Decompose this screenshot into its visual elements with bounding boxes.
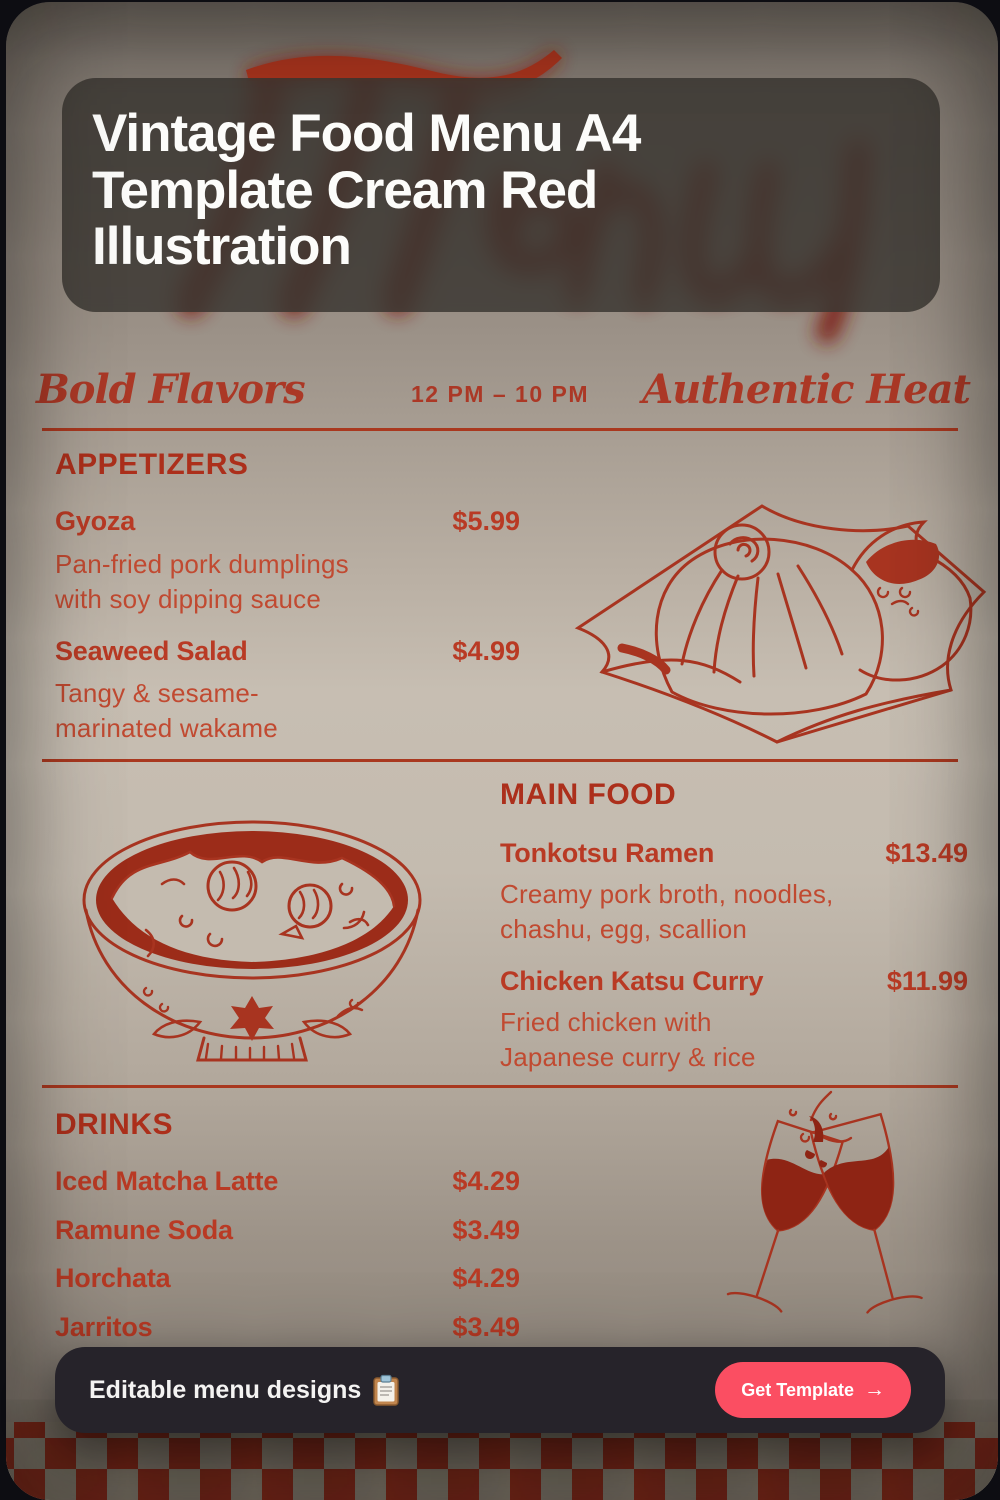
tagline-right: Authentic Heat <box>642 366 970 413</box>
get-template-label: Get Template <box>741 1379 854 1400</box>
cta-bar <box>55 1347 945 1433</box>
item-description <box>500 1005 756 1075</box>
ramen-bowl-illustration <box>42 788 462 1088</box>
cta-label-text: Editable menu designs <box>89 1375 362 1404</box>
item-price: $5.99 <box>452 506 520 536</box>
desc-line: Pan-fried pork dumplings <box>55 549 349 579</box>
item-description <box>500 877 833 947</box>
section-title-drinks: DRINKS <box>55 1108 174 1141</box>
item-price: $13.49 <box>885 838 968 868</box>
get-template-button[interactable] <box>715 1362 911 1418</box>
item-price: $3.49 <box>452 1215 520 1245</box>
menu-item <box>500 838 968 869</box>
desc-line: Creamy pork broth, noodles, <box>500 879 834 909</box>
desc-line: Tangy & sesame- <box>55 678 259 708</box>
menu-item <box>55 1215 520 1246</box>
tagline-left: Bold Flavors <box>36 366 305 413</box>
menu-item <box>55 1166 520 1197</box>
item-name: Gyoza <box>55 506 136 536</box>
clipboard-icon <box>373 1374 399 1406</box>
desc-line: with soy dipping sauce <box>55 584 321 614</box>
item-price: $3.49 <box>452 1312 520 1342</box>
template-title-overlay <box>62 78 940 312</box>
section-title-main-food: MAIN FOOD <box>500 778 677 811</box>
opening-hours: 12 PM – 10 PM <box>410 381 590 407</box>
divider <box>42 759 958 762</box>
menu-item <box>500 966 968 997</box>
section-title-appetizers: APPETIZERS <box>55 448 249 481</box>
item-description <box>55 676 278 746</box>
arrow-right-icon: → <box>864 1378 885 1401</box>
divider <box>42 1085 958 1088</box>
desc-line: Japanese curry & rice <box>500 1042 756 1072</box>
item-name: Horchata <box>55 1263 171 1293</box>
item-price: $4.99 <box>452 636 520 666</box>
item-price: $4.29 <box>452 1166 520 1196</box>
cta-label <box>89 1374 399 1406</box>
item-name: Seaweed Salad <box>55 636 248 666</box>
wine-glasses-illustration <box>625 1090 1000 1358</box>
item-name: Iced Matcha Latte <box>55 1166 279 1196</box>
item-name: Jarritos <box>55 1312 153 1342</box>
item-name: Chicken Katsu Curry <box>500 966 764 996</box>
menu-item <box>55 1312 520 1343</box>
page-title: Vintage Food Menu A4 Template Cream Red Illustration <box>92 104 641 277</box>
menu-item <box>55 506 520 537</box>
checkerboard-footer <box>6 1422 998 1500</box>
item-name: Tonkotsu Ramen <box>500 838 715 868</box>
desc-line: Fried chicken with <box>500 1007 712 1037</box>
menu-item <box>55 636 520 667</box>
menu-item <box>55 1263 520 1294</box>
desc-line: marinated wakame <box>55 713 278 743</box>
item-description <box>55 547 349 617</box>
item-price: $11.99 <box>886 966 968 996</box>
item-name: Ramune Soda <box>55 1215 233 1245</box>
desc-line: chashu, egg, scallion <box>500 914 748 944</box>
gyoza-illustration <box>550 438 1000 750</box>
divider <box>42 428 958 431</box>
item-price: $4.29 <box>452 1263 520 1293</box>
